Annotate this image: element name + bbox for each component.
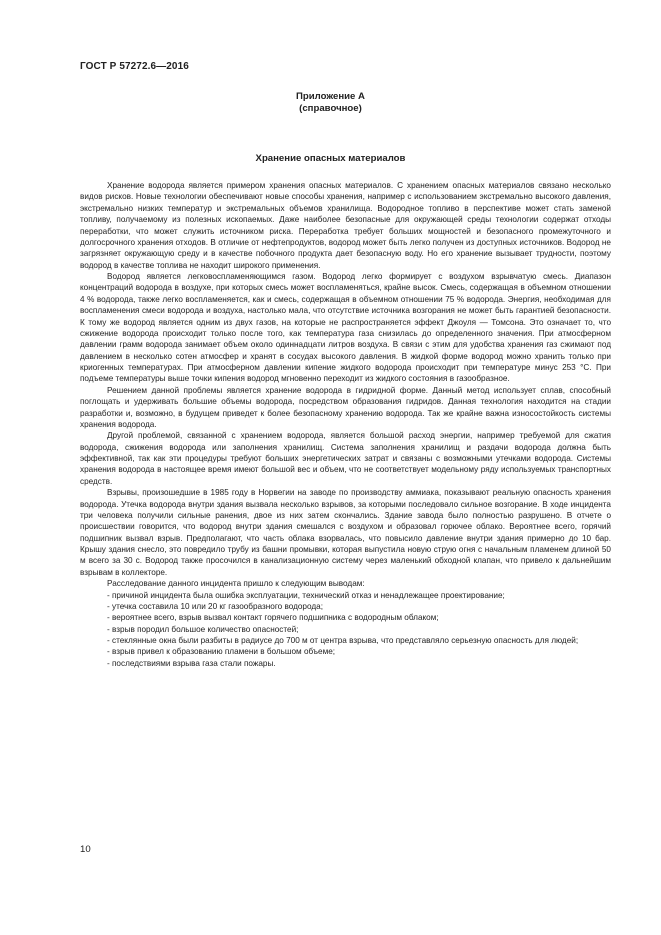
page-number: 10	[80, 844, 91, 855]
paragraph: Взрывы, произошедшие в 1985 году в Норвегии на заводе по производству аммиака, показывают реальную опасность хранения водорода. Утечка водорода внутри здания вызвала несколько взрывов, за которыми последовало сильное возгорание. В ходе инцидента три человека получили сильные ранения, двое из них затем скончались. Здание завода было полностью разрушено. В отчете о происшествии говорится, что водород внутри здания смешался с воздухом и образовал горючее облако. Вероятнее всего, горячий подшипник вызвал взрыв. Предполагают, что часть облака взорвалась, что повысило давление внутри здания примерно до 10 бар. Крышу здания снесло, это повредило трубу из башни промывки, которая выпустила новую струю огня с начальным пламенем длиной 50 м всего за 30 с. Водород также просочился в канализационную систему через маленький обходной клапан, что привело к дальнейшим взрывам в коллекторе.	[80, 488, 611, 577]
section-title: Хранение опасных материалов	[255, 153, 406, 164]
list-item: - утечка составила 10 или 20 кг газообразного водорода;	[107, 601, 323, 611]
list-item: - вероятнее всего, взрыв вызвал контакт горячего подшипника с водородным облаком;	[107, 613, 439, 623]
paragraph: Хранение водорода является примером хранения опасных материалов. С хранением опасных материалов связано несколько видов рисков. Новые технологии обеспечивают новые способы хранения, например с использованием экстремально высокого давления, экстремально низких температур и экстремальных объемов хранилища. Водородное топливо в перспективе может стать заменой топливу, получаемому из полезных ископаемых. Даже наиболее безопасные для окружающей среды технологии содержат отходы переработки, что может служить источником риска. Переработка требует больших мощностей и безопасного промежуточного и долгосрочного хранения отходов. В отличие от нефтепродуктов, водород может быть легко получен из доступных источников. Водород не загрязняет окружающую среду и в качестве побочного продукта дает безопасную воду. Но его хранение вызывает трудности, поэтому водород в качестве топлива не находит широкого применения.	[80, 181, 611, 270]
list-item: - причиной инцидента была ошибка эксплуатации, технический отказ и ненадлежащее проектирование;	[107, 590, 505, 600]
paragraph: Другой проблемой, связанной с хранением водорода, является большой расход энергии, например требуемой для сжатия водорода, сжижения водорода или заполнения хранилищ. Система заполнения хранилищ и раздачи водорода должна быть эффективной, так как эти процедуры требуют больших энергетических затрат и связаны с возможными утечками водорода. Системы хранения водорода в настоящее время имеют большой вес и объем, что не соответствует модельному ряду используемых транспортных средств.	[80, 431, 611, 486]
list-item: - взрыв привел к образованию пламени в большом объеме;	[107, 647, 336, 657]
annex-heading	[0, 91, 661, 115]
annex-label: Приложение А	[296, 91, 365, 102]
paragraph: Расследование данного инцидента пришло к следующим выводам:	[107, 579, 365, 589]
annex-type: (справочное)	[299, 103, 362, 114]
paragraph: Решением данной проблемы является хранение водорода в гидридной форме. Данный метод использует сплав, способный поглощать и удерживать большие объемы водорода, посредством образования гидридов. Данная технология находится на стадии разработки и, возможно, в будущем приведет к более безопасному хранению водорода. Так же крайне важна износостойкость системы хранения водорода.	[80, 385, 611, 429]
standard-designation: ГОСТ Р 57272.6—2016	[80, 61, 189, 72]
list-item: - последствиями взрыва газа стали пожары.	[107, 658, 276, 668]
document-body	[80, 180, 611, 669]
list-item: - взрыв породил большое количество опасностей;	[107, 624, 299, 634]
list-item: - стеклянные окна были разбиты в радиусе до 700 м от центра взрыва, что представляло серьезную опасность для людей;	[107, 636, 579, 645]
paragraph: Водород является легковоспламеняющимся газом. Водород легко формирует с воздухом взрывчатую смесь. Диапазон концентраций водорода в воздухе, при которых смесь может воспламеняться, крайне высок. Смесь, содержащая в объемном отношении 4 % водорода, также легко воспламеняется, как и смесь, содержащая в объемном отношении 75 % водорода. Энергия, необходимая для воспламенения смеси водорода и воздуха, настолько мала, что отсутствие источника возгорания не может быть гарантией безопасности. К тому же водород является одним из двух газов, на которые не распространяется эффект Джоуля — Томсона. Это означает то, что сжижение водорода происходит только после того, как температура газа снизилась до определенного значения. При атмосферном давлении грамм водорода занимает объем около одиннадцати литров воздуха. В связи с этим для удобства хранения газ сжимают под давлением в несколько сотен атмосфер и хранят в сосудах высокого давления. В жидкой форме водород можно хранить только при криогенных температурах. При атмосферном давлении кипение жидкого водорода происходит при температуре минус 253 °С. При подъеме температуры выше точки кипения водород мгновенно переходит из жидкого состояния в газообразное.	[80, 272, 611, 384]
